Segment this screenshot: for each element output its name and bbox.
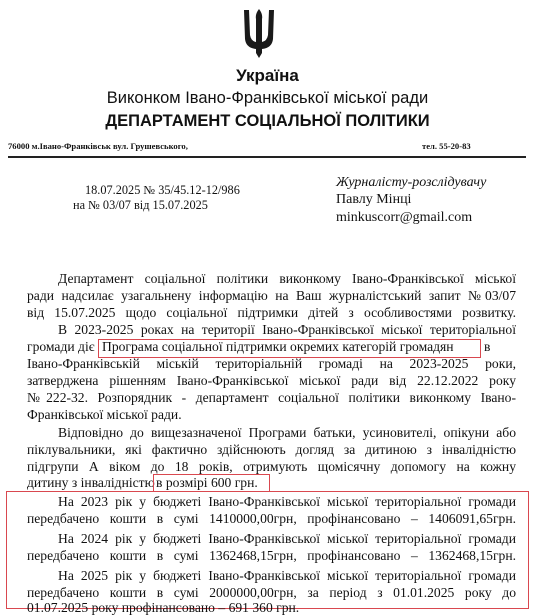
department-title: ДЕПАРТАМЕНТ СОЦІАЛЬНОЇ ПОЛІТИКИ (105, 112, 430, 130)
body-line: Франківської міської ради. (27, 407, 182, 422)
body-line: Відповідно до вищезазначеної Програми батьки, усиновителі, опікуни або (58, 425, 516, 440)
body-line: піклувальники, які фактично здійснюють догляд за дитиною з інвалідністю (27, 442, 516, 457)
budget-line-2024: На 2024 рік у бюджеті Івано-Франківської міської територіальної громади (58, 531, 516, 546)
recipient-email: minkuscorr@gmail.com (336, 210, 473, 225)
recipient-name: Павлу Мінці (336, 192, 412, 207)
body-line: громади діє (27, 339, 95, 354)
body-line: В 2023-2025 роках на території Івано-Франківської міської територіальної (58, 322, 516, 337)
phone-number: тел. 55-20-83 (422, 141, 471, 151)
outgoing-number: 18.07.2025 № 35/45.12-12/986 (85, 183, 240, 197)
country-title: Україна (236, 66, 299, 85)
body-line: затверджена рішенням Івано-Франківської міської ради від 22.12.2022 року (27, 373, 516, 388)
budget-line-2024-amount: передбачено кошти в сумі 1362468,15грн, профінансовано – 1362468,15грн. (27, 548, 516, 563)
body-line: підгрупи А віком до 18 років, отримують щомісячну допомогу на кожну (27, 459, 516, 474)
coat-of-arms-trident-icon (241, 7, 277, 59)
amount-highlight-box (153, 474, 270, 492)
body-line: Івано-Франківській міській територіальній громаді на 2023-2025 роки, (27, 356, 516, 371)
budget-line-2023: На 2023 рік у бюджеті Івано-Франківської міської територіальної громади (58, 494, 516, 509)
budget-line-2025-funded: 01.07.2025 року профінансовано – 691 360 грн. (27, 600, 300, 615)
body-line: Департамент соціальної політики виконкому Івано-Франківської міської (58, 271, 516, 286)
budget-line-2025-amount: передбачено кошти в сумі 2000000,00грн, за період з 01.01.2025 року до (27, 585, 516, 600)
body-line: №222-32. Розпорядник - департамент соціальної політики виконкому Івано- (27, 390, 516, 405)
budget-line-2025: На 2025 рік у бюджеті Івано-Франківської міської територіальної громади (58, 568, 516, 583)
highlighted-amount: в розмірі 600 грн. (156, 475, 258, 490)
body-line: дитину з інвалідністю (27, 475, 155, 490)
body-line: в (484, 339, 491, 354)
recipient-position: Журналісту-розслідувачу (336, 175, 487, 190)
highlighted-program-name: Програма соціальної підтримки окремих категорій громадян (102, 339, 454, 354)
body-line: ради надсилає узагальнену інформацію на Ваш журналістський запит №03/07 (27, 288, 516, 303)
reference-number: на № 03/07 від 15.07.2025 (73, 198, 208, 212)
executive-committee-title: Виконком Івано-Франківської міської ради (106, 89, 429, 107)
header-divider (8, 156, 526, 158)
body-line: від 15.07.2025 щодо соціальної підтримки дітей з особливостями розвитку. (27, 305, 516, 320)
address-line: 76000 м.Івано-Франківськ вул. Грушевського, (8, 141, 188, 151)
budget-line-2023-amount: передбачено кошти в сумі 1410000,00грн, профінансовано – 1406091,65грн. (27, 511, 516, 526)
